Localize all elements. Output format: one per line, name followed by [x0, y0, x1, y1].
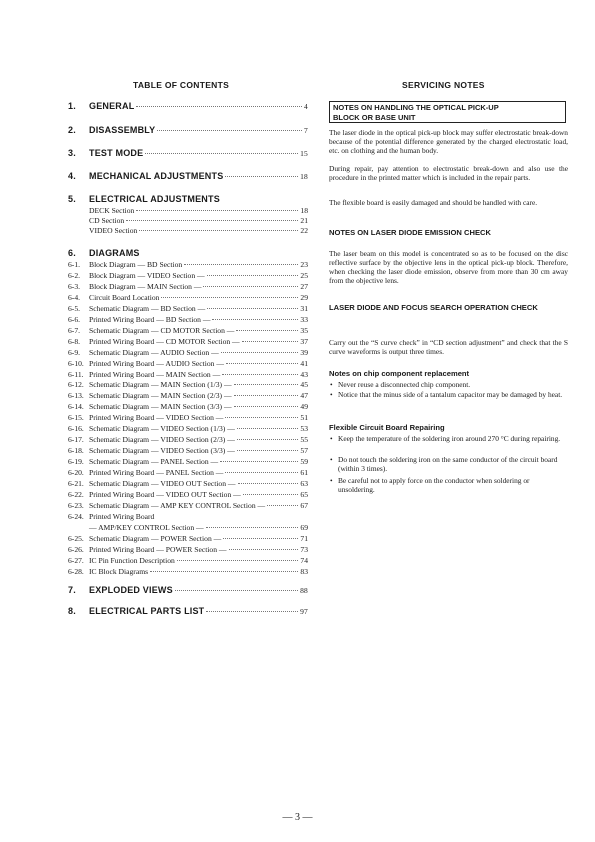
- bullet-item: • Do not touch the soldering iron on the same conductor of the circuit board (within 3 times).: [329, 455, 568, 473]
- toc-section-1[interactable]: 1. GENERAL 4: [68, 101, 308, 111]
- toc-sub-item[interactable]: DECK Section 18: [89, 206, 308, 215]
- toc-diagram-item[interactable]: 6-7. Schematic Diagram — CD MOTOR Section — 35: [68, 325, 308, 335]
- para-focus-search: Carry out the “S curve check” in “CD section adjustment” and check that the S curve waveforms is output three times.: [329, 338, 568, 357]
- heading-emission-check: NOTES ON LASER DIODE EMISSION CHECK: [329, 228, 492, 237]
- toc-title: TABLE OF CONTENTS: [133, 80, 230, 90]
- toc-sub-item[interactable]: VIDEO Section 22: [89, 226, 308, 235]
- bullet-item: • Be careful not to apply force on the conductor when soldering or unsoldering.: [329, 476, 568, 494]
- toc-diagram-item[interactable]: 6-21. Schematic Diagram — VIDEO OUT Section — 63: [68, 479, 308, 488]
- toc-section-5[interactable]: 5. ELECTRICAL ADJUSTMENTS: [68, 194, 220, 204]
- toc-diagram-item[interactable]: 6-24. Printed Wiring Board: [68, 511, 155, 521]
- toc-section-7[interactable]: 7. EXPLODED VIEWS 88: [68, 585, 308, 595]
- toc-diagram-item[interactable]: 6-19. Schematic Diagram — PANEL Section — 59: [68, 457, 308, 467]
- toc-diagram-item[interactable]: 6-15. Printed Wiring Board — VIDEO Section — 51: [68, 413, 308, 423]
- para-laser-breakdown: The laser diode in the optical pick-up block may suffer electrostatic break-down because of the potential difference generated by the charged electrostatic load, etc. on clothing and the human body.: [329, 128, 568, 156]
- para-repair-procedure: During repair, pay attention to electrostatic break-down and also use the procedure in the printed matter which is included in the repair parts.: [329, 164, 568, 183]
- toc-diagram-item[interactable]: 6-16. Schematic Diagram — VIDEO Section (1/3) — 53: [68, 424, 308, 434]
- toc-diagram-item[interactable]: 6-13. Schematic Diagram — MAIN Section (2/3) — 47: [68, 391, 308, 401]
- toc-diagram-item[interactable]: 6-11. Printed Wiring Board — MAIN Section — 43: [68, 369, 308, 379]
- bullet-item: • Never reuse a disconnected chip component.: [329, 380, 568, 389]
- toc-diagram-item[interactable]: 6-3. Block Diagram — MAIN Section — 27: [68, 281, 308, 291]
- toc-diagram-item[interactable]: 6-20. Printed Wiring Board — PANEL Section — 61: [68, 468, 308, 478]
- heading-focus-search: LASER DIODE AND FOCUS SEARCH OPERATION CHECK: [329, 303, 538, 312]
- toc-diagram-item[interactable]: 6-6. Printed Wiring Board — BD Section — 33: [68, 314, 308, 324]
- toc-section-4[interactable]: 4. MECHANICAL ADJUSTMENTS 18: [68, 171, 308, 181]
- bullet-item: • Notice that the minus side of a tantalum capacitor may be damaged by heat.: [329, 390, 568, 399]
- toc-section-2[interactable]: 2. DISASSEMBLY 7: [68, 125, 308, 135]
- toc-diagram-item[interactable]: 6-26. Printed Wiring Board — POWER Section — 73: [68, 544, 308, 554]
- toc-diagram-item[interactable]: 6-25. Schematic Diagram — POWER Section — 71: [68, 533, 308, 543]
- para-flexible-board: The flexible board is easily damaged and should be handled with care.: [329, 198, 538, 207]
- toc-diagram-item[interactable]: 6-1. Block Diagram — BD Section 23: [68, 260, 308, 269]
- toc-diagram-item[interactable]: 6-23. Schematic Diagram — AMP KEY CONTROL Section — 67: [68, 500, 308, 510]
- toc-diagram-item[interactable]: 6-28. IC Block Diagrams 83: [68, 566, 308, 576]
- toc-section-3[interactable]: 3. TEST MODE 15: [68, 148, 308, 158]
- heading-flex-repair: Flexible Circuit Board Repairing: [329, 423, 445, 432]
- toc-diagram-item[interactable]: 6-12. Schematic Diagram — MAIN Section (1/3) — 45: [68, 380, 308, 390]
- toc-diagram-item[interactable]: 6-10. Printed Wiring Board — AUDIO Section — 41: [68, 358, 308, 368]
- toc-diagram-item[interactable]: 6-2. Block Diagram — VIDEO Section — 25: [68, 270, 308, 280]
- optical-pickup-note-box: NOTES ON HANDLING THE OPTICAL PICK-UP BLOCK OR BASE UNIT: [329, 101, 566, 123]
- servicing-title: SERVICING NOTES: [402, 80, 485, 90]
- toc-sub-item[interactable]: CD Section 21: [89, 216, 308, 225]
- bullet-item: • Keep the temperature of the soldering iron around 270 °C during repairing.: [329, 434, 568, 443]
- page-number: — 3 —: [282, 812, 313, 823]
- toc-diagram-item[interactable]: 6-18. Schematic Diagram — VIDEO Section (3/3) — 57: [68, 446, 308, 456]
- toc-section-8[interactable]: 8. ELECTRICAL PARTS LIST 97: [68, 606, 308, 616]
- heading-chip-replacement: Notes on chip component replacement: [329, 369, 470, 378]
- toc-diagram-item[interactable]: 6-8. Printed Wiring Board — CD MOTOR Section — 37: [68, 336, 308, 346]
- toc-diagram-item[interactable]: 6-17. Schematic Diagram — VIDEO Section (2/3) — 55: [68, 435, 308, 445]
- para-emission-check: The laser beam on this model is concentrated so as to be focused on the disc reflective surface by the objective lens in the optical pick-up block. Therefore, when checking the laser diode emission, observe from more than 30 cm away from the objective lens.: [329, 249, 568, 286]
- toc-diagram-item[interactable]: 6-14. Schematic Diagram — MAIN Section (3/3) — 49: [68, 402, 308, 412]
- toc-section-6[interactable]: 6. DIAGRAMS: [68, 248, 140, 258]
- toc-diagram-item[interactable]: 6-27. IC Pin Function Description 74: [68, 555, 308, 565]
- toc-diagram-item[interactable]: 6-9. Schematic Diagram — AUDIO Section — 39: [68, 347, 308, 357]
- toc-diagram-item[interactable]: 6-22. Printed Wiring Board — VIDEO OUT Section — 65: [68, 489, 308, 499]
- toc-diagram-item[interactable]: 6-5. Schematic Diagram — BD Section — 31: [68, 303, 308, 313]
- toc-diagram-item[interactable]: 6-4. Circuit Board Location 29: [68, 292, 308, 302]
- toc-diagram-item[interactable]: — AMP/KEY CONTROL Section — 69: [89, 522, 308, 532]
